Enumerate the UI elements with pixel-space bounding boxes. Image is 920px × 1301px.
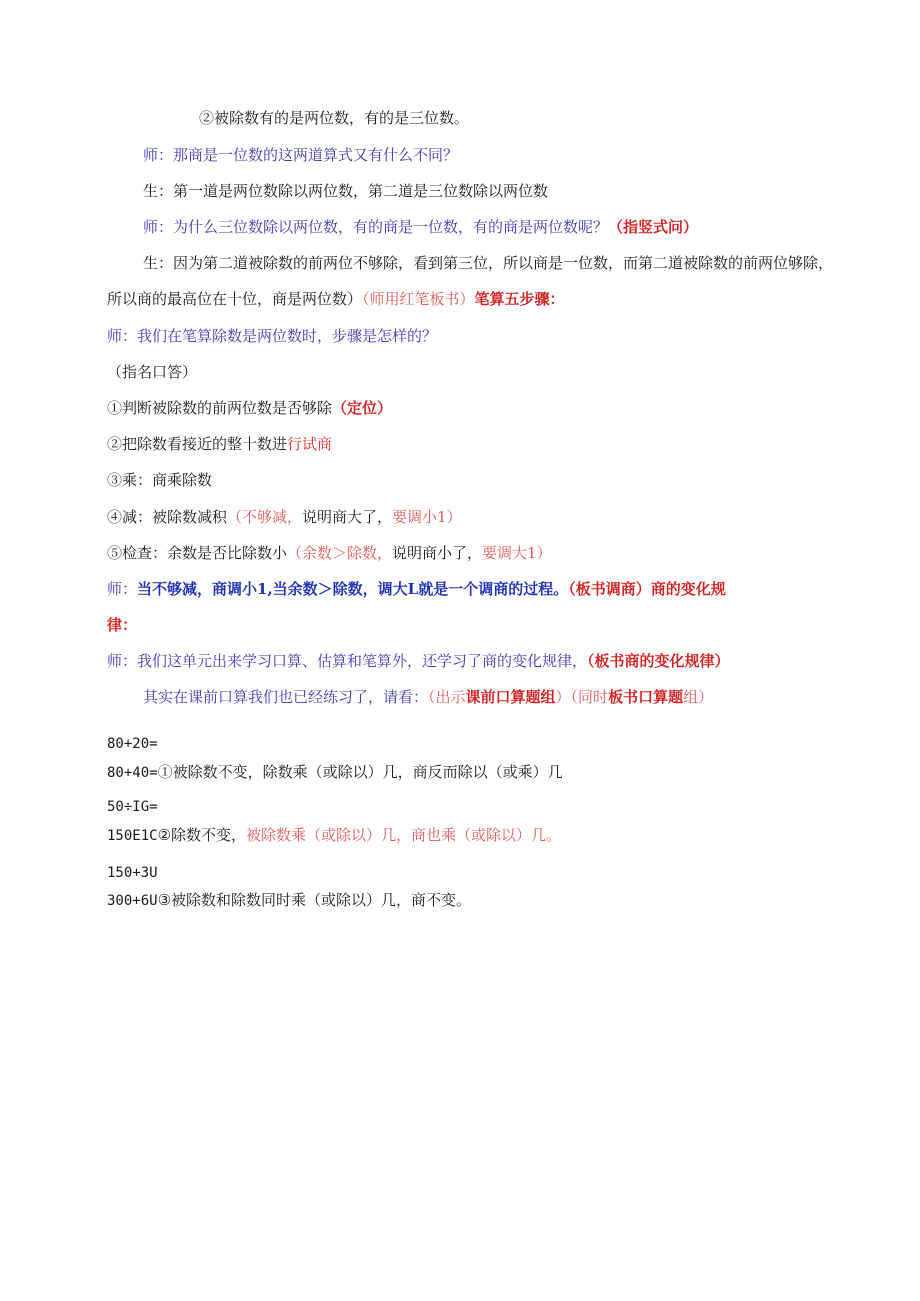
section-heading-five-steps: 笔算五步骤： bbox=[474, 290, 565, 308]
step-note: （定位） bbox=[332, 399, 393, 417]
expression-text: 150E1C bbox=[107, 828, 158, 844]
note-board-end: 组） bbox=[683, 688, 714, 706]
step-text: ①判断被除数的前两位数是否够除 bbox=[107, 399, 333, 417]
note-board-bold: 板书口算题 bbox=[608, 688, 684, 706]
teacher-question: 师：我们在笔算除数是两位数时，步骤是怎样的？ bbox=[107, 327, 438, 345]
step-text: ④减：被除数减积 bbox=[107, 508, 228, 526]
text-paragraph-5 bbox=[107, 245, 847, 317]
expression-text: 300+6U bbox=[107, 893, 158, 909]
student-answer: 生：第一道是两位数除以两位数，第二道是三位数除以两位数 bbox=[143, 182, 549, 200]
line-text: ②被除数有的是两位数，有的是三位数。 bbox=[199, 109, 470, 127]
step-note-end: 要调小1） bbox=[392, 508, 462, 526]
rule-1: ①被除数不变，除数乘（或除以）几，商反而除以（或乘）几 bbox=[157, 763, 563, 781]
step-2 bbox=[107, 434, 332, 454]
note-board-adjust-end: 律： bbox=[107, 616, 138, 634]
step-5 bbox=[107, 543, 552, 563]
text-line-15 bbox=[143, 687, 713, 707]
step-note: （余数＞除数， bbox=[287, 544, 393, 562]
text-line-14 bbox=[107, 651, 730, 671]
student-answer: 生：因为第二道被除数的前两位不够除，看到第三位，所以商是一位数，而第二道被除数的前两位够除，所以商的最高位在十位，商是两位数） bbox=[107, 254, 834, 308]
expression-text: 150+3U bbox=[107, 865, 158, 881]
text-line-13b bbox=[107, 615, 137, 635]
step-note-mid: 说明商大了， bbox=[302, 508, 393, 526]
rule-2-start: ②除数不变， bbox=[157, 826, 247, 844]
expression-4 bbox=[107, 825, 561, 846]
note-show-mid: ）（同时 bbox=[555, 688, 609, 706]
note-board-adjust: （板书调商）商的变化规 bbox=[568, 580, 726, 598]
teacher-statement: 师：我们这单元出来学习口算、估算和笔算外，还学习了商的变化规律， bbox=[107, 652, 588, 670]
expression-text: 50÷IG= bbox=[107, 799, 158, 815]
step-note: 行试商 bbox=[287, 435, 333, 453]
teacher-label: 师： bbox=[107, 580, 138, 598]
line-text: （指名口答） bbox=[107, 363, 198, 381]
teacher-statement: 其实在课前口算我们也已经练习了，请看： bbox=[143, 688, 429, 706]
note-show-bold: 课前口算题组 bbox=[465, 688, 556, 706]
expression-text: 80+40= bbox=[107, 765, 158, 781]
rule-3: ③被除数和除数同时乘（或除以）几，商不变。 bbox=[157, 891, 472, 909]
step-text: ②把除数看接近的整十数进 bbox=[107, 435, 288, 453]
step-note: （不够减， bbox=[227, 508, 303, 526]
rule-2-red: 被除数乘（或除以）几，商也乘（或除以）几。 bbox=[246, 826, 562, 844]
teacher-summary: 当不够减，商调小1,当余数＞除数，调大L就是一个调商的过程。 bbox=[137, 580, 569, 598]
expression-text: 80+20= bbox=[107, 736, 158, 752]
expression-1 bbox=[107, 733, 158, 754]
note-show: （出示 bbox=[428, 688, 466, 706]
note-vertical-question: （指竖式问） bbox=[608, 218, 699, 236]
text-line-3 bbox=[143, 181, 548, 201]
text-line-6 bbox=[107, 326, 437, 346]
expression-2 bbox=[107, 762, 563, 783]
expression-3 bbox=[107, 796, 158, 817]
text-line-7 bbox=[107, 362, 197, 382]
step-note-mid: 说明商小了， bbox=[392, 544, 483, 562]
teacher-question: 师：为什么三位数除以两位数，有的商是一位数，有的商是两位数呢？ bbox=[143, 218, 609, 236]
step-text: ③乘：商乘除数 bbox=[107, 471, 213, 489]
step-text: ⑤检查：余数是否比除数小 bbox=[107, 544, 288, 562]
step-note-end: 要调大1） bbox=[482, 544, 552, 562]
step-3 bbox=[107, 470, 212, 490]
step-4 bbox=[107, 507, 462, 527]
teacher-question: 师：那商是一位数的这两道算式又有什么不同？ bbox=[143, 146, 459, 164]
expression-5 bbox=[107, 862, 158, 883]
text-line-13 bbox=[107, 579, 726, 599]
note-board-rule: （板书商的变化规律） bbox=[587, 652, 730, 670]
note-red-pen: （师用红笔板书） bbox=[362, 290, 475, 308]
text-line-1 bbox=[199, 108, 469, 128]
expression-6 bbox=[107, 890, 471, 911]
text-line-4 bbox=[143, 217, 698, 237]
step-1 bbox=[107, 398, 392, 418]
text-line-2 bbox=[143, 145, 458, 165]
